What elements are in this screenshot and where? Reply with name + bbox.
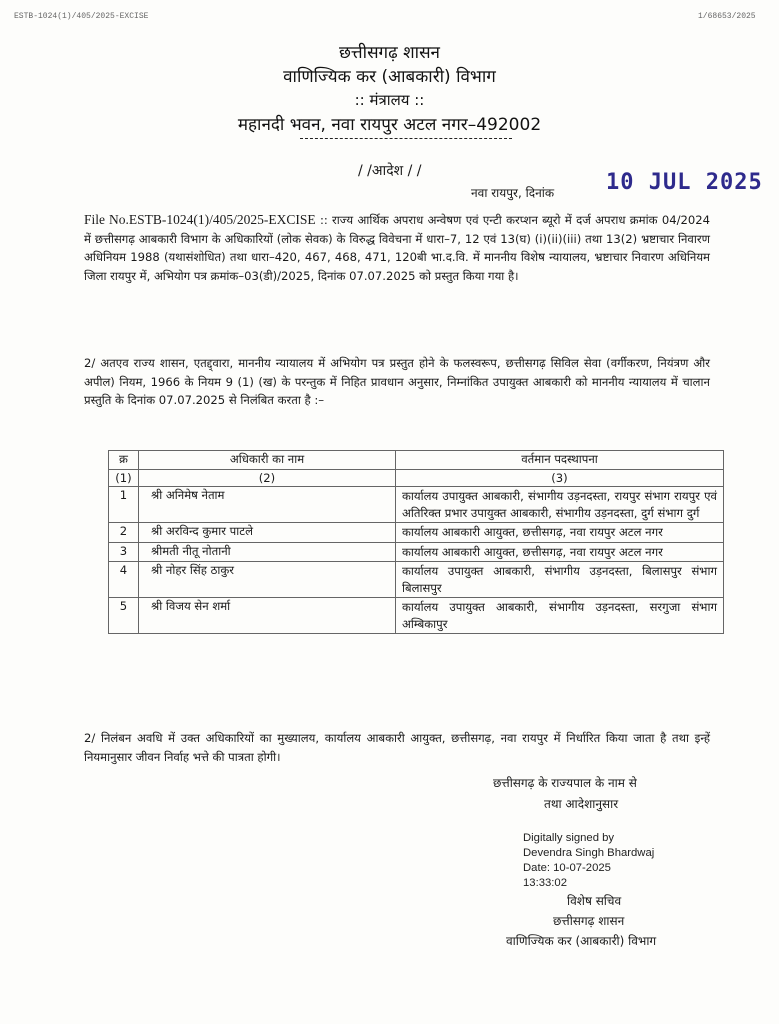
row-posting: कार्यालय आबकारी आयुक्त, छत्तीसगढ़, नवा रायपुर अटल नगर bbox=[396, 523, 724, 543]
header-department: वाणिज्यिक कर (आबकारी) विभाग bbox=[283, 67, 496, 87]
row-posting: कार्यालय उपायुक्त आबकारी, संभागीय उड़नदस्ता, बिलासपुर संभाग बिलासपुर bbox=[396, 562, 724, 598]
table-row bbox=[109, 562, 724, 598]
table-row bbox=[109, 598, 724, 634]
column-number-row bbox=[109, 470, 724, 487]
row-posting: कार्यालय उपायुक्त आबकारी, संभागीय उड़नदस्ता, सरगुजा संभाग अम्बिकापुर bbox=[396, 598, 724, 634]
row-posting: कार्यालय आबकारी आयुक्त, छत्तीसगढ़, नवा रायपुर अटल नगर bbox=[396, 542, 724, 562]
paragraph-2: 2/ अतएव राज्य शासन, एतद्द्वारा, माननीय न्यायालय में अभियोग पत्र प्रस्तुत होने के फलस्वरूप, छत्तीसगढ़ सिविल सेवा (वर्गीकरण, नियंत्रण और अपील) नियम, 1966 के नियम 9 (1) (ख) के परन्तुक में निहित प्रावधान अनुसार, निम्नांकित उपायुक्त आबकारी को माननीय न्यायालय में चालान प्रस्तुति के दिनांक 07.07.2025 से निलंबित करता है :– bbox=[84, 356, 710, 408]
header-divider bbox=[300, 138, 512, 139]
signatory-government: छत्तीसगढ़ शासन bbox=[553, 914, 625, 928]
digital-signature-time: 13:33:02 bbox=[523, 877, 567, 889]
row-serial: 1 bbox=[109, 487, 139, 523]
header-ministry: :: मंत्रालय :: bbox=[354, 91, 425, 109]
table-row bbox=[109, 542, 724, 562]
digital-signature-label: Digitally signed by bbox=[523, 832, 615, 844]
row-posting: कार्यालय उपायुक्त आबकारी, संभागीय उड़नदस्ता, रायपुर संभाग रायपुर एवं अतिरिक्त प्रभार उपायुक्त आबकारी, संभागीय उड़नदस्ता, दुर्ग संभाग दुर्ग bbox=[396, 487, 724, 523]
row-serial: 3 bbox=[109, 542, 139, 562]
table-row bbox=[109, 523, 724, 543]
table-row bbox=[109, 487, 724, 523]
row-officer-name: श्री अनिमेष नेताम bbox=[139, 487, 396, 523]
row-serial: 4 bbox=[109, 562, 139, 598]
order-title: / /आदेश / / bbox=[358, 163, 422, 179]
header-government: छत्तीसगढ़ शासन bbox=[339, 43, 440, 63]
row-officer-name: श्री विजय सेन शर्मा bbox=[139, 598, 396, 634]
dateline-label: नवा रायपुर, दिनांक bbox=[471, 186, 555, 200]
header-current-posting: वर्तमान पदस्थापना bbox=[396, 451, 724, 470]
col-num-1: (1) bbox=[109, 470, 139, 487]
table-header-row bbox=[109, 451, 724, 470]
authority-line-2: तथा आदेशानुसार bbox=[544, 797, 619, 811]
row-serial: 2 bbox=[109, 523, 139, 543]
authority-line-1: छत्तीसगढ़ के राज्यपाल के नाम से bbox=[493, 776, 637, 790]
file-reference-top-left: ESTB-1024(1)/405/2025-EXCISE bbox=[14, 12, 149, 21]
officers-table bbox=[108, 450, 724, 634]
file-number: File No.ESTB-1024(1)/405/2025-EXCISE bbox=[84, 212, 316, 227]
signatory-department: वाणिज्यिक कर (आबकारी) विभाग bbox=[506, 934, 657, 948]
date-stamp: 10 JUL 2025 bbox=[606, 170, 763, 195]
row-serial: 5 bbox=[109, 598, 139, 634]
paragraph-3: 2/ निलंबन अवधि में उक्त अधिकारियों का मुख्यालय, कार्यालय आबकारी आयुक्त, छत्तीसगढ़, नवा रायपुर में निर्धारित किया जाता है तथा इन्हें नियमानुसार जीवन निर्वाह भत्ते की पात्रता होगी। bbox=[84, 731, 710, 764]
reference-top-right: 1/68653/2025 bbox=[698, 12, 756, 21]
col-num-3: (3) bbox=[396, 470, 724, 487]
header-officer-name: अधिकारी का नाम bbox=[139, 451, 396, 470]
header-address: महानदी भवन, नवा रायपुर अटल नगर–492002 bbox=[237, 115, 542, 135]
col-num-2: (2) bbox=[139, 470, 396, 487]
row-officer-name: श्रीमती नीतू नोतानी bbox=[139, 542, 396, 562]
digital-signature-name: Devendra Singh Bhardwaj bbox=[523, 847, 655, 859]
signatory-designation: विशेष सचिव bbox=[567, 894, 622, 908]
header-serial: क्र bbox=[109, 451, 139, 470]
paragraph-1 bbox=[84, 211, 710, 285]
row-officer-name: श्री नोहर सिंह ठाकुर bbox=[139, 562, 396, 598]
paragraph-1-text: :: राज्य आर्थिक अपराध अन्वेषण एवं एन्टी करप्शन ब्यूरो में दर्ज अपराध क्रमांक 04/2024 में छत्तीसगढ़ आबकारी विभाग के अधिकारियों (लोक सेवक) के विरुद्ध विवेचना में धारा–7, 12 एवं 13(घ) (i)(ii)(iii) तथा 13(2) भ्रष्टाचार निवारण अधिनियम 1988 (यथासंशोधित) तथा धारा–420, 467, 468, 471, 120बी भा.द.वि. में माननीय विशेष न्यायालय, भ्रष्टाचार निवारण अधिनियम जिला रायपुर में, अभियोग पत्र क्रमांक–03(डी)/2025, दिनांक 07.07.2025 को प्रस्तुत किया गया है। bbox=[84, 213, 710, 283]
digital-signature-date: Date: 10-07-2025 bbox=[523, 862, 611, 874]
row-officer-name: श्री अरविन्द कुमार पाटले bbox=[139, 523, 396, 543]
